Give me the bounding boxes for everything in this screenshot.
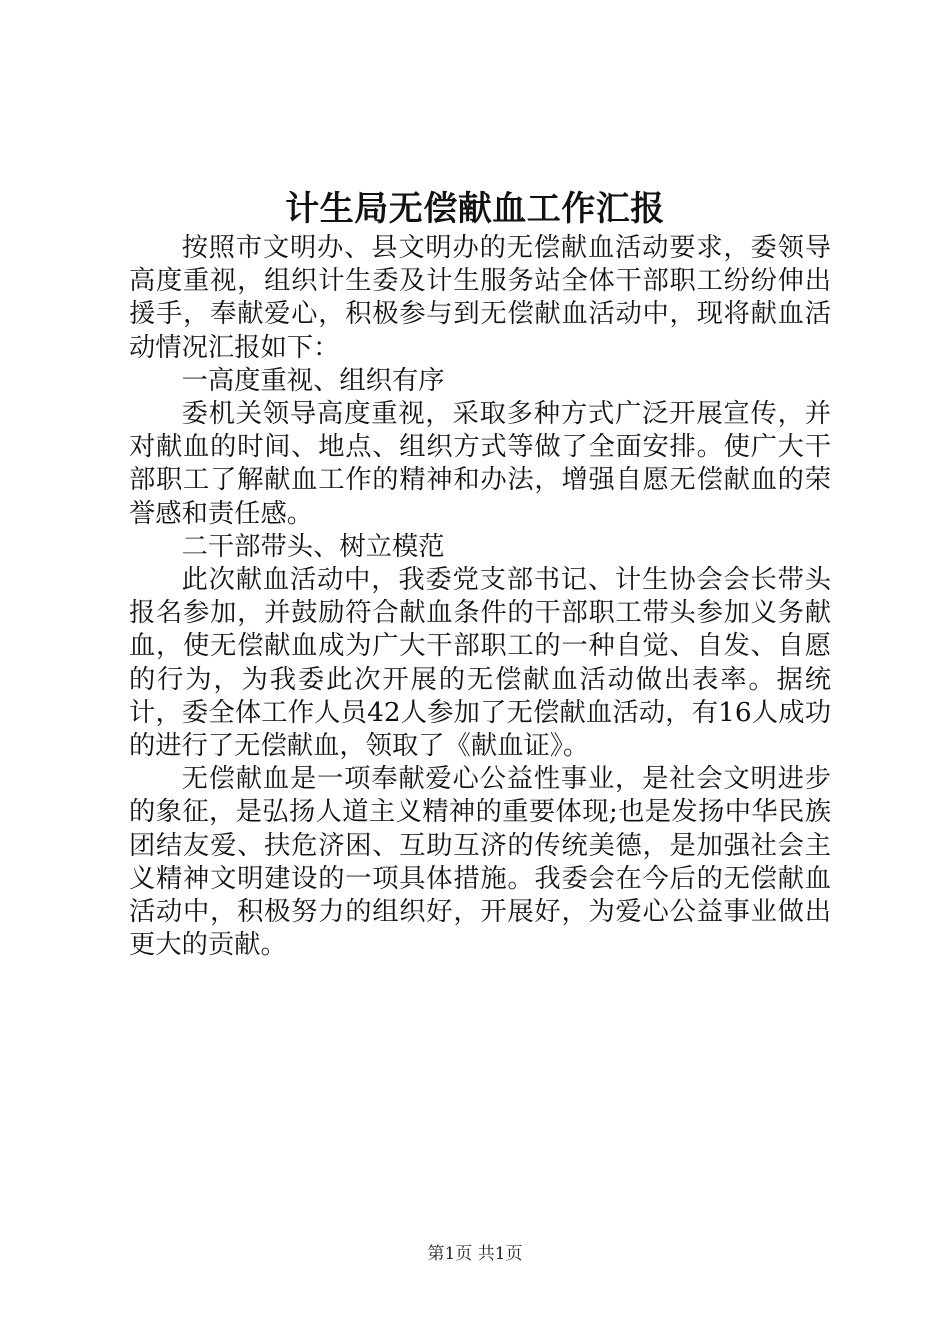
closing-paragraph: 无偿献血是一项奉献爱心公益性事业，是社会文明进步的象征，是弘扬人道主义精神的重要体现;也是发扬中华民族团结友爱、扶危济困、互助互济的传统美德，是加强社会主义精神文明建设的一项具体措施。我委会在今后的无偿献血活动中，积极努力的组织好，开展好，为爱心公益事业做出更大的贡献。 [129, 764, 831, 961]
section-1-paragraph: 委机关领导高度重视，采取多种方式广泛开展宣传，并对献血的时间、地点、组织方式等做了全面安排。使广大干部职工了解献血工作的精神和办法，增强自愿无偿献血的荣誉感和责任感。 [129, 399, 831, 529]
document-body [129, 232, 831, 962]
intro-paragraph: 按照市文明办、县文明办的无偿献血活动要求，委领导高度重视，组织计生委及计生服务站全体干部职工纷纷伸出援手，奉献爱心，积极参与到无偿献血活动中，现将献血活动情况汇报如下： [129, 233, 831, 363]
section-heading-1: 一高度重视、组织有序 [181, 365, 445, 396]
section-heading-2: 二干部带头、树立模范 [181, 531, 445, 562]
document-title: 计生局无偿献血工作汇报 [285, 189, 665, 229]
section-2-paragraph: 此次献血活动中，我委党支部书记、计生协会会长带头报名参加，并鼓励符合献血条件的干部职工带头参加义务献血，使无偿献血成为广大干部职工的一种自觉、自发、自愿的行为，为我委此次开展的无偿献血活动做出表率。据统计，委全体工作人员42人参加了无偿献血活动，有16人成功的进行了无偿献血，领取了《献血证》。 [129, 565, 831, 762]
page-footer: 第1页 共1页 [427, 1244, 523, 1264]
